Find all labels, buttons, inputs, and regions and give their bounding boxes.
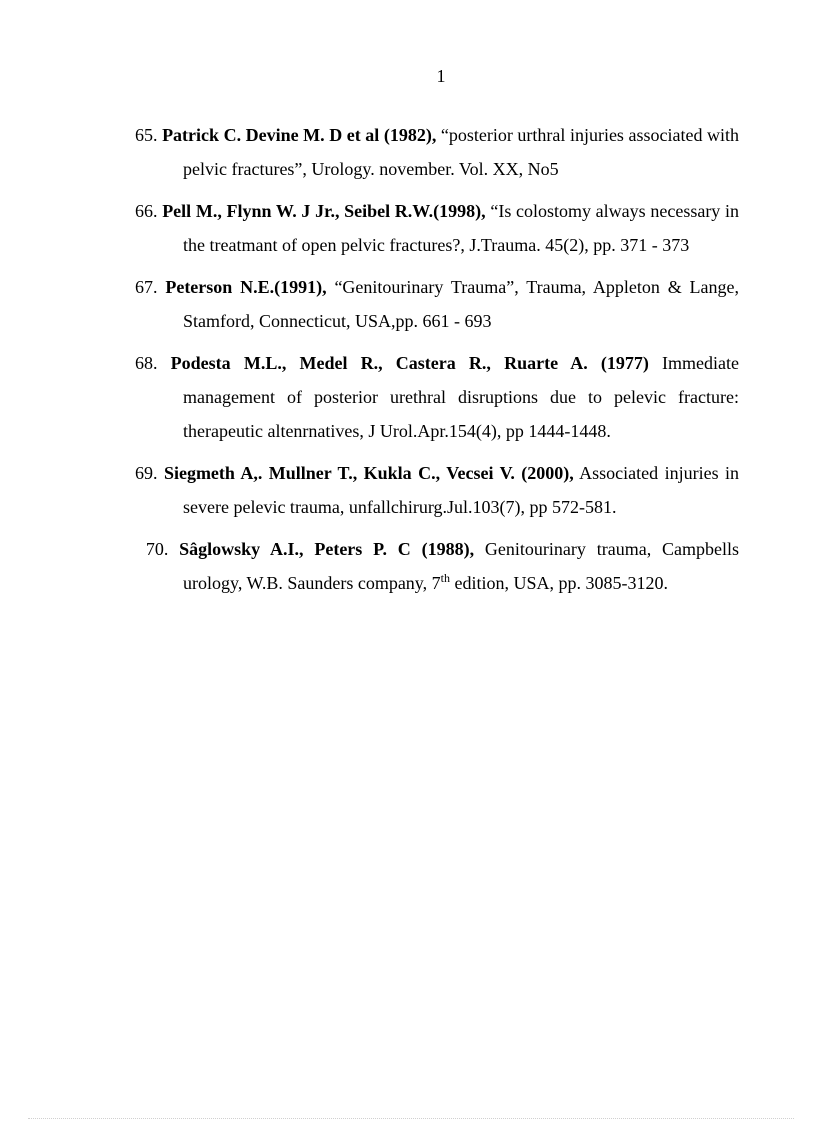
reference-authors: Patrick C. Devine M. D et al (1982),: [162, 125, 437, 145]
reference-text: Genitourinary trauma, Campbells urology, W.B. Saunders company, 7: [183, 539, 740, 593]
reference-item: [135, 456, 739, 524]
superscript-ordinal: th: [440, 571, 450, 585]
reference-number: 70.: [145, 539, 169, 559]
reference-text: “Is colostomy always necessary in the treatmant of open pelvic fractures?, J.Trauma. 45(2), pp. 371 - 373: [183, 201, 739, 255]
reference-authors: Podesta M.L., Medel R., Castera R., Ruarte A. (1977): [170, 353, 649, 373]
reference-authors: Siegmeth A,. Mullner T., Kukla C., Vecsei V. (2000),: [163, 463, 574, 483]
reference-text: Immediate management of posterior urethral disruptions due to pelevic fracture: therapeutic altenrnatives, J Urol.Apr.154(4), pp 1444-1448.: [183, 353, 740, 441]
reference-authors: Peterson N.E.(1991),: [165, 277, 327, 297]
page-bottom-divider: [28, 1118, 794, 1119]
page-number: 1: [436, 66, 446, 86]
reference-item: [135, 532, 739, 600]
reference-text: “Genitourinary Trauma”, Trauma, Appleton & Lange, Stamford, Connecticut, USA,pp. 661 - 693: [183, 277, 739, 331]
reference-number: 69.: [135, 463, 158, 483]
reference-text-continued: edition, USA, pp. 3085-3120.: [450, 573, 668, 593]
reference-item: [135, 118, 739, 186]
reference-text: “posterior urthral injuries associated with pelvic fractures”, Urology. november. Vol. XX, No5: [183, 125, 740, 179]
reference-number: 67.: [135, 277, 158, 297]
reference-authors: Pell M., Flynn W. J Jr., Seibel R.W.(1998),: [162, 201, 486, 221]
reference-item: [135, 346, 739, 448]
reference-number: 68.: [135, 353, 158, 373]
reference-number: 65.: [135, 125, 158, 145]
reference-authors: Sâglowsky A.I., Peters P. C (1988),: [179, 539, 475, 559]
reference-list: [135, 118, 739, 608]
reference-text: Associated injuries in severe pelevic trauma, unfallchirurg.Jul.103(7), pp 572-581.: [183, 463, 739, 517]
reference-item: [135, 194, 739, 262]
reference-number: 66.: [135, 201, 158, 221]
reference-item: [135, 270, 739, 338]
